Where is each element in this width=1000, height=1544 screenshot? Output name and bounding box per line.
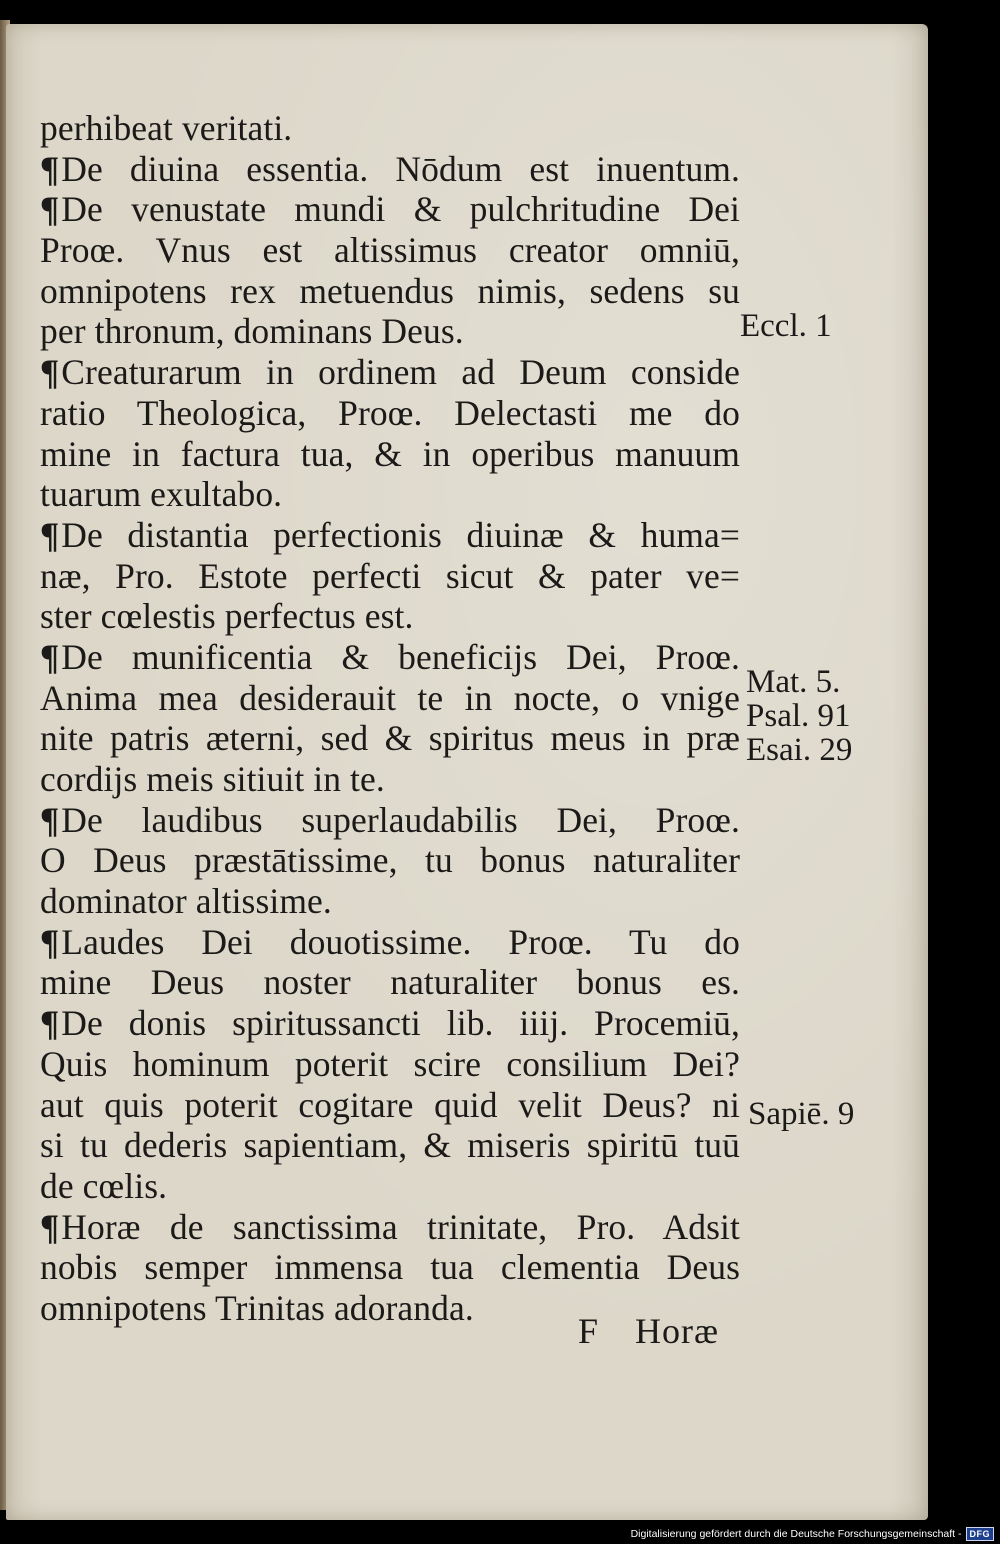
pilcrow-icon: ¶ [40, 189, 60, 230]
pilcrow-icon: ¶ [40, 352, 60, 393]
line-text: mine in factura tua, & in operibus manuum [40, 433, 740, 474]
line-text: Proœ. Vnus est altissimus creator omniū, [40, 230, 740, 271]
line-text: De distantia perfectionis diuinæ & huma= [61, 514, 740, 555]
dfg-logo: DFG [966, 1527, 995, 1541]
line-text: De venustate mundi & pulchritudine Dei [61, 189, 740, 230]
margin-note-mat: Mat. 5. [746, 664, 841, 700]
line-text: Quis hominum poterit scire consilium Dei? [40, 1043, 740, 1084]
text-line [40, 678, 740, 719]
pilcrow-icon: ¶ [40, 799, 60, 840]
text-line [40, 718, 740, 759]
credit-text: Digitalisierung gefördert durch die Deutsche Forschungsgemeinschaft - [630, 1528, 962, 1540]
digitization-credit [631, 1527, 994, 1541]
text-line [40, 840, 740, 881]
line-text: ster cœlestis perfectus est. [40, 596, 414, 637]
catchword: Horæ [635, 1311, 720, 1351]
text-line [40, 515, 740, 556]
text-line [40, 352, 740, 393]
line-text: Horæ de sanctissima trinitate, Pro. Adsit [61, 1206, 740, 1247]
pilcrow-icon: ¶ [40, 636, 60, 677]
line-text: cordijs meis sitiuit in te. [40, 759, 385, 799]
margin-note-psal: Psal. 91 [746, 698, 851, 734]
text-line [40, 800, 740, 841]
line-text: O Deus præstātissime, tu bonus naturaliter [40, 840, 740, 881]
line-text: De laudibus superlaudabilis Dei, Proœ. [61, 799, 740, 840]
text-line [40, 434, 740, 475]
text-line [40, 962, 740, 1003]
line-text: De munificentia & beneficijs Dei, Proœ. [61, 636, 740, 677]
line-text: mine Deus noster naturaliter bonus es. [40, 962, 740, 1003]
pilcrow-icon: ¶ [40, 921, 60, 962]
line-text: tuarum exultabo. [40, 474, 283, 515]
text-line [40, 311, 740, 352]
text-line [40, 922, 740, 963]
text-line [40, 556, 740, 597]
text-line [40, 881, 740, 922]
text-line [40, 393, 740, 434]
line-text: de cœlis. [40, 1165, 168, 1206]
page-text [40, 108, 740, 1329]
line-text: nobis semper immensa tua clementia Deus [40, 1247, 740, 1288]
line-text: dominator altissime. [40, 881, 332, 922]
text-line [40, 1003, 740, 1044]
line-text: nite patris æterni, sed & spiritus meus in præ [40, 718, 740, 759]
text-line [40, 1247, 740, 1288]
line-text: Laudes Dei douotissime. Proœ. Tu do [61, 921, 740, 962]
text-line [40, 1207, 740, 1248]
line-text: Anima mea desiderauit te in nocte, o vnige [40, 677, 740, 718]
line-text: perhibeat veritati. [40, 108, 293, 148]
line-text: ratio Theologica, Proœ. Delectasti me do [40, 392, 740, 433]
line-text: næ, Pro. Estote perfecti sicut & pater ve= [40, 555, 740, 596]
margin-note-eccl: Eccl. 1 [740, 308, 832, 344]
line-text: omnipotens Trinitas adoranda. [40, 1287, 474, 1328]
pilcrow-icon: ¶ [40, 514, 60, 555]
pilcrow-icon: ¶ [40, 1003, 60, 1044]
line-text: per thronum, dominans Deus. [40, 311, 464, 352]
margin-note-esai: Esai. 29 [746, 732, 853, 768]
text-line [40, 149, 740, 190]
margin-note-sapie: Sapiē. 9 [748, 1096, 855, 1132]
text-line [40, 1166, 740, 1207]
line-text: omnipotens rex metuendus nimis, sedens su [40, 270, 740, 311]
text-line [40, 271, 740, 312]
text-line [40, 637, 740, 678]
text-line [40, 1125, 740, 1166]
line-text: De diuina essentia. Nōdum est inuentum. [61, 148, 740, 189]
text-line [40, 1085, 740, 1126]
text-line [40, 474, 740, 515]
line-text: aut quis poterit cogitare quid velit Deus? ni [40, 1084, 740, 1125]
line-text: De donis spiritussancti lib. iiij. Procemiū, [61, 1003, 740, 1044]
text-line [40, 759, 740, 800]
line-text: si tu dederis sapientiam, & miseris spiritū tuū [40, 1125, 740, 1166]
signature-mark: F [578, 1311, 600, 1351]
pilcrow-icon: ¶ [40, 148, 60, 189]
text-line [40, 596, 740, 637]
text-line [40, 189, 740, 230]
catchword-line [578, 1310, 719, 1352]
text-line [40, 108, 740, 149]
pilcrow-icon: ¶ [40, 1206, 60, 1247]
text-line [40, 1044, 740, 1085]
text-line [40, 230, 740, 271]
line-text: Creaturarum in ordinem ad Deum conside [61, 352, 740, 393]
